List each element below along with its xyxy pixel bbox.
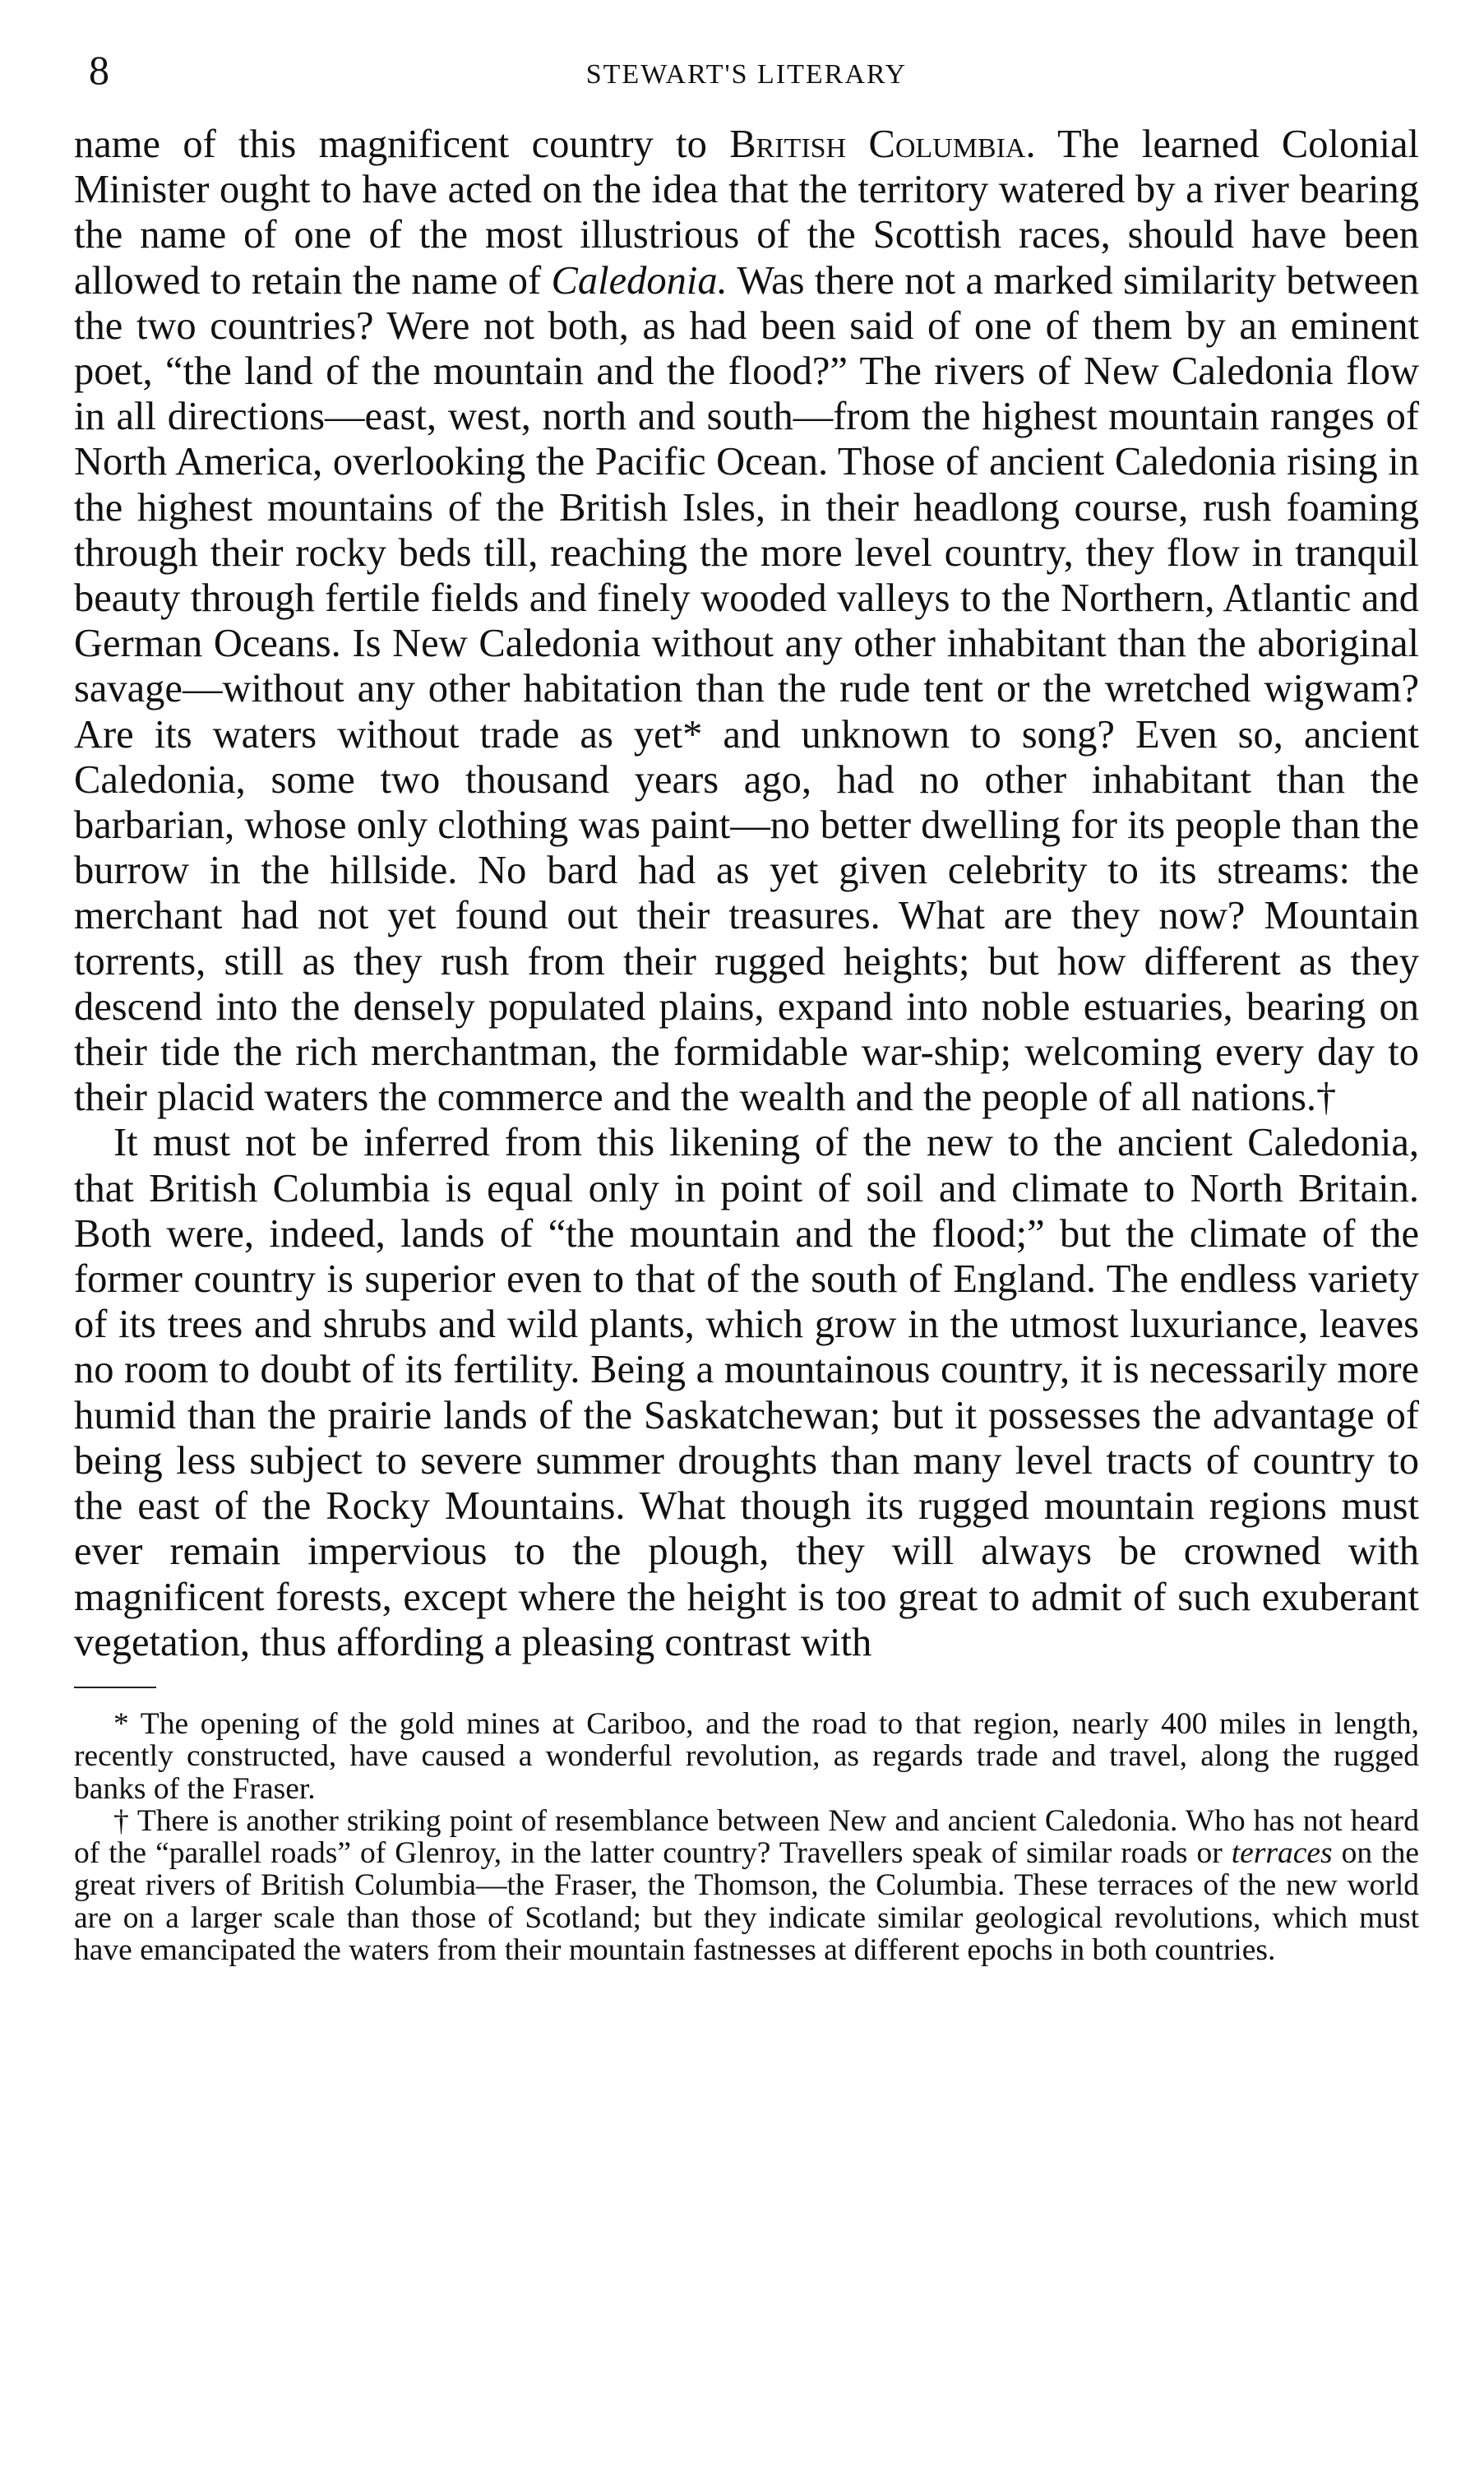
paragraph-1-end: Was there not a marked similarity between the two countries? Were not both, as had been said of one of them by an eminent poet, “the land of the mountain and the flood?” The rivers of New Caledonia flow in all directions—east, west, north and south—from the highest mountain ranges of North America, overlooking the Pacific Ocean. Those of ancient Caledonia rising in the highest mountains of the British Isles, in their headlong course, rush foaming through their rocky beds till, reaching the more level country, they flow in tranquil beauty through fertile fields and finely wooded valleys to the Northern, Atlantic and German Oceans. Is New Caledonia without any other inhabitant than the aboriginal savage—without any other habitation than the rude tent or the wretched wigwam? Are its waters without trade as yet* and unknown to song? Even so, ancient Caledonia, some two thousand years ago, had no other inhabitant than the barbarian, whose only clothing was paint—no better dwelling for its people than the burrow in the hillside. No bard had as yet given celebrity to its streams: the merchant had not yet found out their treasures. What are they now? Mountain torrents, still as they rush from their rugged heights; but how different as they descend into the densely populated plains, expand into noble estuaries, bearing on their tide the rich merchantman, the formidable war-ship; welcoming every day to their placid waters the commerce and the wealth and the people of all nations.†	[74, 258, 1420, 1120]
paragraph-2: It must not be inferred from this likening of the new to the ancient Caledonia, that British Columbia is equal only in point of soil and climate to North Britain. Both were, indeed, lands of “the mountain and the flood;” but the climate of the former country is superior even to that of the south of England. The endless variety of its trees and shrubs and wild plants, which grow in the utmost luxuriance, leaves no room to doubt of its fertility. Being a mountainous country, it is necessarily more humid than the prairie lands of the Saskatchewan; but it possesses the advantage of being less subject to severe summer droughts than many level tracts of country to the east of the Rocky Mountains. What though its rugged mountain regions must ever remain impervious to the plough, they will always be crowned with magnificent forests, except where the height is too great to admit of such exuberant vegetation, thus affording a pleasing contrast with	[74, 1121, 1419, 1664]
body-text	[74, 122, 1419, 1665]
footnote-2	[74, 1805, 1419, 1966]
footnote-2-end: on the great rivers of British Columbia—the Fraser, the Thomson, the Columbia. These terraces of the new world are on a larger scale than those of Scotland; but they indicate similar geological revolutions, which must have emancipated the waters from their mountain fastnesses at different epochs in both countries.	[74, 1836, 1419, 1967]
footnotes	[74, 1708, 1419, 1966]
running-head: STEWART'S LITERARY	[585, 59, 908, 90]
footnote-2-start: † There is another striking point of resemblance between New and ancient Caledonia. Who has not heard of the “parallel roads” of Glenroy, in the latter country? Travellers speak of similar roads or	[74, 1803, 1419, 1871]
paragraph-1-start: name of this magnificent country to	[74, 123, 730, 166]
footnote-rule	[74, 1687, 156, 1688]
british-columbia-smallcaps: British Columbia	[729, 123, 1026, 166]
paragraph-1	[74, 122, 1419, 1120]
footnote-1: * The opening of the gold mines at Cariboo, and the road to that region, nearly 400 miles in length, recently constructed, have caused a wonderful revolution, as regards trade and travel, along the rugged banks of the Fraser.	[74, 1706, 1419, 1806]
page-header	[74, 41, 1419, 99]
caledonia-italic: Caledonia.	[551, 258, 728, 303]
paragraph-1-middle: . The learned Colonial Minister ought to have acted on the idea that the territory watered by a river bearing the name of one of the most illustrious of the Scottish races, should have been allowed to retain the name of	[74, 123, 1419, 303]
terraces-italic: terraces	[1231, 1836, 1333, 1871]
page-number: 8	[89, 47, 109, 93]
book-page	[74, 41, 1419, 1966]
